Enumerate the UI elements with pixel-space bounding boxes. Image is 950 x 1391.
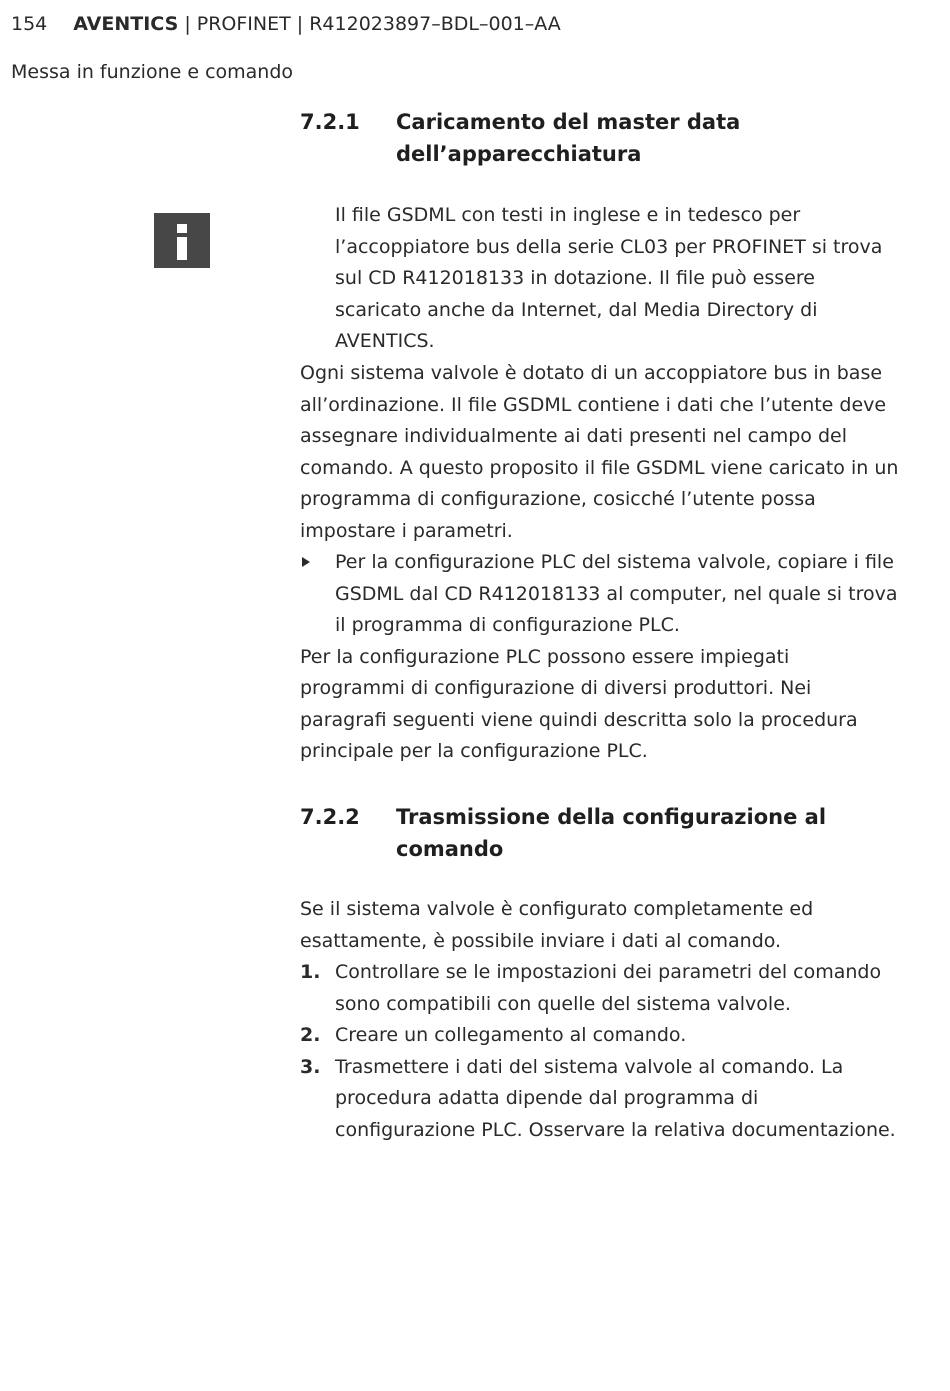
bullet-text: Per la configurazione PLC del sistema valvole, copiare i file GSDML dal CD R412018133 al computer, nel quale si trova il programma di configurazione PLC. (335, 551, 898, 636)
section-title: Trasmissione della configurazione al comando (396, 805, 827, 861)
bullet-arrow-icon (302, 557, 310, 567)
brand-name: AVENTICS (73, 13, 179, 35)
body-paragraph: Ogni sistema valvole è dotato di un accoppiatore bus in base all’ordinazione. Il file GSDML contiene i dati che l’utente deve assegnare individualmente ai dati presenti nel campo del comando. A questo proposito il file GSDML viene caricato in un programma di configurazione, cosicché l’utente possa impostare i parametri. (300, 362, 899, 542)
step-number: 2. (300, 1024, 321, 1046)
step-item (300, 1020, 900, 1052)
info-icon (154, 213, 210, 268)
step-text: Controllare se le impostazioni dei parametri del comando sono compatibili con quelle del sistema valvole. (335, 961, 882, 1015)
section-number: 7.2.1 (300, 110, 360, 134)
section-number: 7.2.2 (300, 805, 360, 829)
bullet-item (300, 547, 900, 642)
step-number: 1. (300, 961, 321, 983)
header-separator: | (290, 13, 310, 35)
body-paragraph: Per la configurazione PLC possono essere impiegati programmi di configurazione di diversi produttori. Nei paragrafi seguenti viene quindi descritta solo la procedura principale per la configurazione PLC. (300, 645, 858, 762)
section-heading-7-2-1 (300, 106, 900, 170)
section-body-7-2-2 (300, 894, 900, 1146)
document-id: R412023897–BDL–001–AA (309, 13, 561, 35)
step-item (300, 1052, 900, 1147)
step-item (300, 957, 900, 1020)
step-text: Trasmettere i dati del sistema valvole al comando. La procedura adatta dipende dal programma di configurazione PLC. Osservare la relativa documentazione. (335, 1055, 896, 1141)
running-section-title: Messa in funzione e comando (11, 61, 294, 83)
section-heading-7-2-2 (300, 801, 900, 865)
info-note: Il file GSDML con testi in inglese e in tedesco per l’accoppiatore bus della serie CL03 per PROFINET si trova sul CD R412018133 in dotazione. Il file può essere scaricato anche da Internet, dal Media Directory di AVENTICS. (335, 204, 883, 352)
step-number: 3. (300, 1055, 321, 1078)
section-title: Caricamento del master data dell’apparecchiatura (396, 110, 741, 166)
info-icon-stem (177, 237, 187, 260)
page-header (11, 11, 561, 37)
section-body-7-2-1 (300, 358, 900, 768)
page-number: 154 (11, 13, 48, 35)
body-paragraph: Se il sistema valvole è configurato completamente ed esattamente, è possibile inviare i dati al comando. (300, 898, 814, 952)
header-separator: | (178, 13, 197, 35)
info-icon-dot (177, 224, 187, 233)
product-name: PROFINET (196, 13, 291, 35)
step-text: Creare un collegamento al comando. (335, 1024, 687, 1046)
